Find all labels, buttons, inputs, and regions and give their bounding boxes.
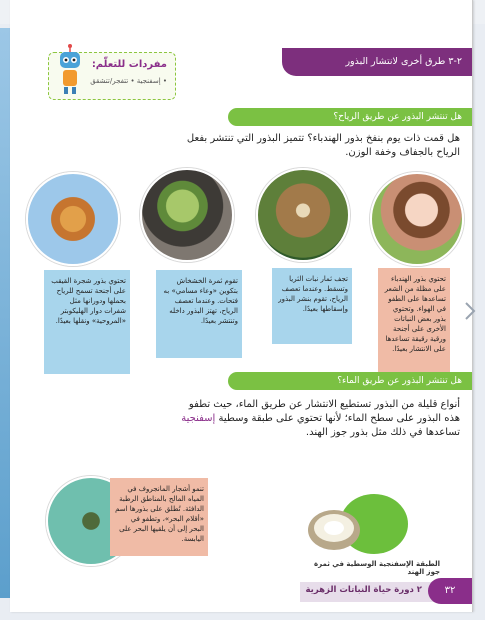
dandelion-girl-photo (370, 172, 464, 266)
mangrove-note: تنمو أشجار المانجروف في المياه المالح بالمناطق الرطبة الدافئة. تُطلق على بذورها اسم «أقلام البحر»، وتطفو في البحر إلى أن يلقيها البحر على اليابسة. (110, 478, 208, 556)
poppy-note: تقوم ثمرة الخشخاش بتكوين «وعاء مسامي» به فتحات. وعندما تعصف الرياح، تهتز البذور داخله وتنتشر بعيدًا. (156, 270, 242, 358)
textbook-page (10, 0, 473, 612)
maple-note: تحتوي بذور شجرة القيقب على أجنحة تسمح للرياح بحملها ودورانها مثل شفرات دوار الهليكوبتر «المروحية» ونقلها بعيدًا. (44, 270, 130, 374)
chapter-title: ٢ دورة حياة النباتات الزهرية (305, 585, 422, 595)
left-edge-strip (0, 28, 10, 598)
maple-seeds-photo (26, 172, 120, 266)
wind-intro: هل قمت ذات يوم بنفخ بذور الهندباء؟ تتميز البذور التي تنتشر بفعل الرياح بالجفاف وخفة الوزن. (186, 133, 460, 158)
next-page-chevron-icon[interactable] (463, 300, 477, 322)
water-para-emphasis: إسفنجية (181, 413, 216, 424)
dandelion-note: تحتوي بذور الهندباء على مظلة من الشعر تساعدها على الطفو في الهواء. وتحتوي بذور بعض النباتات الأخرى على أجنحة ورقية رقيقة تساعدها على الانتشار بعيدًا. (378, 268, 450, 376)
coconut-illustration (300, 490, 410, 556)
water-paragraph (170, 398, 460, 440)
water-para-part1: أنواع قليلة من البذور تستطيع الانتشار عن طريق الماء، حيث تطفو هذه البذور على سطح الماء؛ لأنها تحتوي على طبقة وسطية (188, 399, 460, 424)
wind-heading: هل تنتشر البذور عن طريق الرياح؟ (228, 108, 472, 126)
page-number: ٣٢ (428, 578, 472, 604)
water-para-part2: تساعدها في ذلك مثل بذور جوز الهند. (305, 427, 460, 438)
allium-note: تجف ثمار نبات الثريا وتسقط. وعندما تعصف الرياح، تقوم بنشر البذور وإسقاطها بعيدًا. (272, 268, 352, 344)
vocab-words: • إسفنجية • تتفجر/تتشقق (90, 77, 167, 85)
vocab-title: مفردات للتعلّم: (91, 59, 167, 70)
allium-seedhead-photo (256, 168, 350, 262)
poppy-pods-photo (140, 168, 234, 262)
robot-mascot-icon (56, 44, 84, 96)
section-title: ٢-٣ طرق أخرى لانتشار البذور (282, 48, 472, 76)
coconut-caption: الطبقة الإسفنجية الوسطية في ثمرة جوز الهند (314, 560, 440, 576)
water-heading: هل تنتشر البذور عن طريق الماء؟ (228, 372, 472, 390)
